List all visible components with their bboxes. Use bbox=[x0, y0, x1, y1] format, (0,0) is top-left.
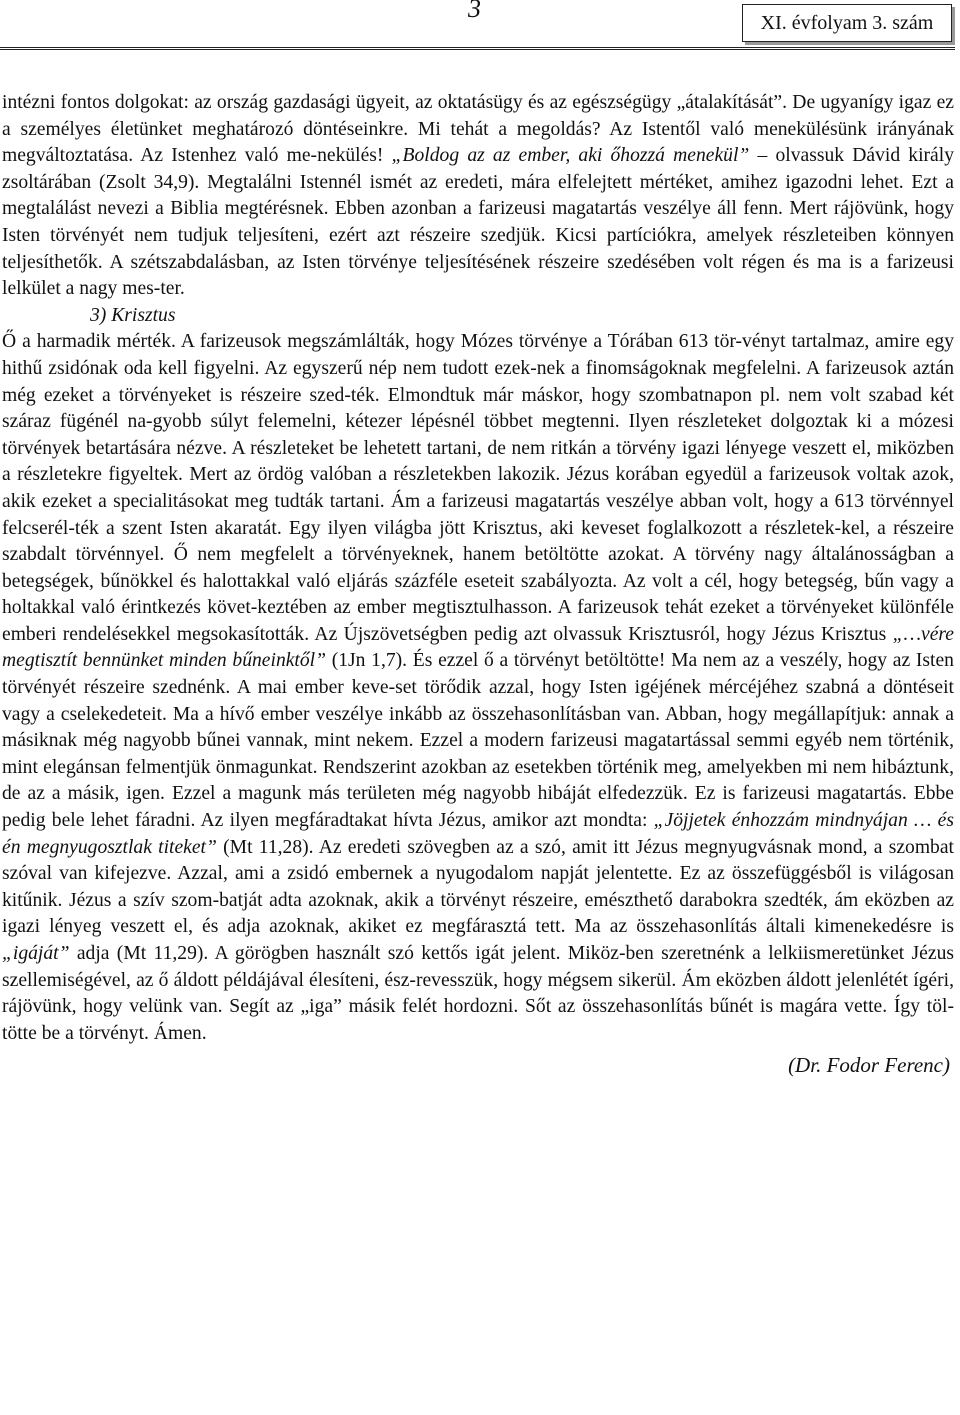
article-body bbox=[2, 90, 954, 1079]
section-heading: 3) Krisztus bbox=[90, 304, 176, 326]
header-rule bbox=[0, 47, 955, 50]
paragraph-1-text-b: – olvassuk Dávid király zsoltárában (Zsolt 34,9). Megtalálni Istennél ismét az eredeti, mára elfelejtett mértéket, amihez igazodni lehet. Ezt a megtalálást nevezi a Biblia megtérésnek. Ebben azonban a farizeusi magatartás veszélye áll fenn. Mert rájövünk, hogy Isten törvényét nem tudjuk teljesíteni, ezért azt részeire szedjük. Kicsi partíciókra, amelyek részleteiben könnyen teljesíthetők. A szétszabdalásban, az Isten törvénye teljesítésének részeire szedésében volt régen és ma is a farizeusi lelkület a nagy mes-ter. bbox=[2, 145, 954, 300]
paragraph-2 bbox=[2, 329, 954, 1047]
psalm-quote: „Boldog az az ember, aki őhozzá menekül” bbox=[391, 145, 750, 167]
paragraph-2-text-c: (Mt 11,28). Az eredeti szövegben az a szó, amit itt Jézus megnyugvásnak mond, a szombat szóval van kifejezve. Azzal, ami a zsidó embernek a nyugodalom napját jelentette. Ez az összefüggésből is világosan kitűnik. Jézus a szív szom-batját adta azoknak, akik a törvényt részeire, emészthető darabokra szedték, ám eközben az igazi lényeg veszett el, és adja azoknak, akiket ez megfárasztá tett. Ma az összehasonlítás általi kimenekedésre is bbox=[2, 836, 954, 938]
matthew-quote: „Jöjjetek énhozzám mindnyájan … és én megnyugosztlak titeket” bbox=[2, 810, 954, 858]
page-number: 3 bbox=[468, 0, 481, 23]
john-quote: „…vére megtisztít bennünket minden bűneinktől” bbox=[2, 623, 954, 672]
yoke-quote: „igáját” bbox=[2, 943, 70, 964]
paragraph-1 bbox=[2, 90, 954, 303]
paragraph-1-text-a: intézni fontos dolgokat: az ország gazdasági ügyeit, az oktatásügy és az egészségügy „átalakítását”. De ugyanígy igaz ez a személyes életünket meghatározó döntéseinkre. Mi tehát a megoldás? Az Istentől való menekülésünk irányának megváltoztatása. Az Istenhez való me-nekülés! bbox=[2, 92, 954, 167]
paragraph-2-text-d: adja (Mt 11,29). A görögben használt szó kettős igát jelent. Miköz-ben szeretnénk a lelkiismeretünket Jézus szellemiségével, az ő áldott példájával élesíteni, ész-revesszük, hogy mégsem sikerül. Ám eközben áldott jelenlétét ígéri, rájövünk, hogy velünk van. Segít az „iga” másik felét hordozni. Sőt az összehasonlítás bűnét is magára vette. Így töl-tötte be a törvényt. Ámen. bbox=[2, 943, 954, 1044]
paragraph-2-text-b: (1Jn 1,7). És ezzel ő a törvényt betöltötte! Ma nem az a veszély, hogy az Isten törvényét részeire szednénk. A mai ember keve-set törődik azzal, hogy Isten igéjének mércéjéhez szabná a döntéseit vagy a cselekedeteit. Ma a hívő ember veszélye inkább az összehasonlításban van. Abban, hogy megállapítjuk: annak a másiknak még nagyobb bűnei vannak, mint nekem. Ezzel a modern farizeusi magatartással semmi egyéb nem történik, mint elegánsan felmentjük önmagunkat. Rendszerint azokban az esetekben történik meg, amelyekben mi nem hibáztunk, de az a másik, igen. Ezzel a magunk más területen még nagyobb hibáját elfedezzük. Ez is farizeusi magatartás. Ebbe pedig bele lehet fáradni. Az ilyen megfáradtakat hívta Jézus, amikor azt mondta: bbox=[2, 650, 954, 832]
author-signature: (Dr. Fodor Ferenc) bbox=[788, 1053, 950, 1078]
paragraph-2-text-a: Ő a harmadik mérték. A farizeusok megszámlálták, hogy Mózes törvénye a Tórában 613 tör-vényt tartalmaz, amire egy hithű zsidónak oda kell figyelni. Az egyszerű nép nem tudott ezek-nek a finomságoknak megfelelni. A farizeusok aztán még ezeket a törvényeket is részeire szed-ték. Elmondtuk már máskor, hogy szombatnapon pl. nem volt szabad két száraz fügénél na-gyobb súlyt felemelni, kétezer lépésnél többet megtenni. Ilyen részleteket dolgoztak ki a mózesi törvények betartására nézve. A részleteket be lehetett tartani, de nem ritkán a törvény igazi lényege veszett el, miközben a részletekre figyeltek. Mert az ördög valóban a részletekben lakozik. Jézus korában egyedül a farizeusok voltak azok, akik ezeket a specialitásokat meg tudták tartani. Ám a farizeusi magatartás veszélye abban volt, hogy a 613 törvénnyel felcserél-ték a szent Isten akaratát. Egy ilyen világba jött Krisztus, aki keveset foglalkozott a részletek-kel, a részeire szabdalt törvénnyel. Ő nem megfelelt a törvényeknek, hanem betöltötte azokat. A törvény nagy általánosságban a betegségek, bűnökkel és halottakkal való eljárás százféle eseteit szabályozta. Az volt a cél, hogy betegség, bűn vagy a holtakkal való érintkezés követ-keztében az ember megtisztulhasson. A farizeusok tehát ezeket a törvényeket különféle emberi rendelésekkel megsokasították. Az Újszövetségben pedig azt olvassuk Krisztusról, hogy Jézus Krisztus bbox=[2, 331, 954, 645]
issue-label: XI. évfolyam 3. szám bbox=[742, 4, 952, 42]
